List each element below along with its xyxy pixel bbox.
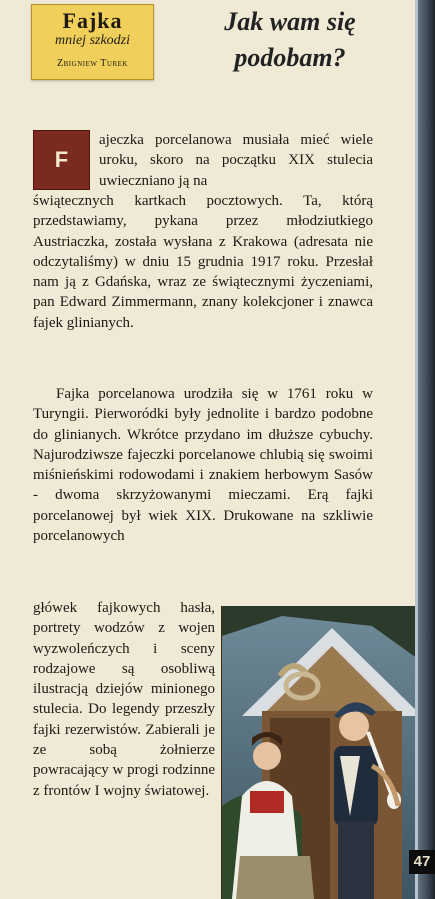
column-name: Fajka <box>62 8 123 33</box>
paragraph-3: główek fajkowych hasła, portrety wodzów z wojen wyzwoleńczych i sceny rodzajowe są osobliwą ilustracją dziejów minionego stulecia. Do legendy przeszły fajki rezerwistów. Zabierali je ze sobą żołnierze powracający w progi rodzinne z frontów I wojny światowej. <box>33 600 216 799</box>
column-author: Zbigniew Turek <box>57 58 128 69</box>
article-title: Jak wam się podobam? <box>224 7 356 72</box>
paragraph-1-lead: ajeczka porcelanowa musiała mieć wiele uroku, skoro na początku XIX stulecia uwieczniano ją na <box>99 132 373 189</box>
paragraph-1: świątecznych kartkach pocztowych. Ta, którą przedstawiamy, pykana przez młodziutkiego Austriaczka, została wysłana z Krakowa (adresata nie odczytaliśmy) w dniu 15 grudnia 1917 roku. Przesłał nam ją z Gdańska, wraz ze świątecznymi życzeniami, pan Edward Zimmermann, znany kolekcjoner i znawca fajek glinianych. <box>33 193 373 331</box>
postcard-photo <box>221 606 428 899</box>
paragraph-2: Fajka porcelanowa urodziła się w 1761 roku w Turyngii. Pierworódki były jednolite i bardzo podobne do glinianych. Wkrótce przydano im dłuższe cybuchy. Najurodziwsze fajeczki porcelanowe chlubią się swoimi miśnieńskimi rodowodami i znakiem herbowym Sasów - dwoma skrzyżowanymi mieczami. Erą fajki porcelanowej był wiek XIX. Drukowane na szkliwie porcelanowych <box>33 386 373 545</box>
column-label <box>31 4 154 80</box>
drop-cap: F <box>33 130 90 190</box>
page-number: 47 <box>409 850 435 874</box>
page-edge-strip <box>415 0 435 899</box>
page-edge-highlight <box>415 0 418 899</box>
column-subtitle: mniej szkodzi <box>54 33 131 48</box>
